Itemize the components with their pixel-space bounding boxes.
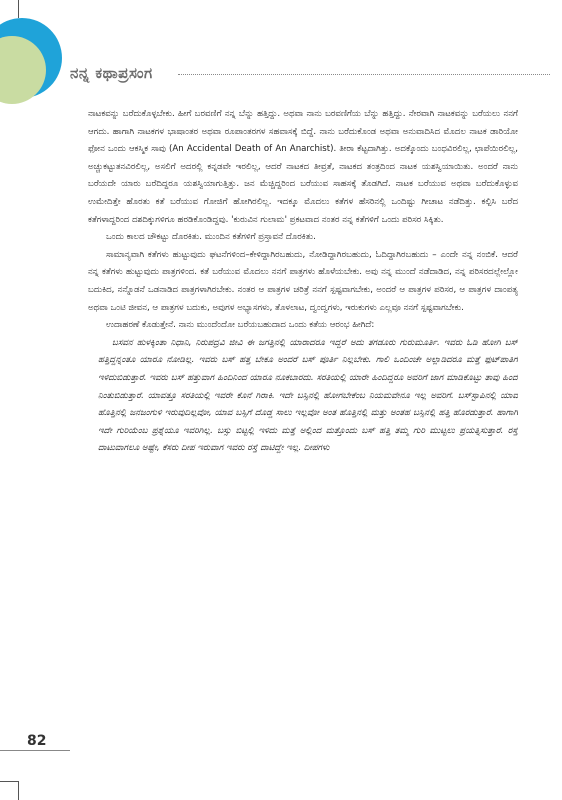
body-paragraph: ನಾಟಕವನ್ನು ಬರೆದುಕೊಳ್ಳಬೇಕು. ಹೀಗೆ ಬರವಣಿಗೆ ನನ್ನ ಬೆನ್ನು ಹತ್ತಿದ್ದು. ಅಥವಾ ನಾನು ಬರವಣಿಗೆಯ ಬೆನ್ನು ಹತ್ತಿದ್ದು. ನೇರವಾಗಿ ನಾಟಕವನ್ನು ಬರೆಯಲು ನನಗೆ ಆಗದು. ಹಾಗಾಗಿ ನಾಟಕಗಳ ಭಾಷಾಂತರ ಅಥವಾ ರೂಪಾಂತರಗಳ ಸಹವಾಸಕ್ಕೆ ಬಿದ್ದೆ. ನಾನು ಬರೆದುಕೊಂಡ ಅಥವಾ ಅನುವಾದಿಸಿದ ಮೊದಲ ನಾಟಕ ಡಾರಿಯೋ ಫೋನ ಒಂದು ಆಕಸ್ಮಿಕ ಸಾವು (An Accidental Death of An Anarchist). ತೀರಾ ಕೆಟ್ಟದಾಗಿತ್ತು. ಅದಕ್ಕೊಂದು ಬಂಧವಿರಲಿಲ್ಲ, ಛಾಪೆಯಿರಲಿಲ್ಲ, ಅಚ್ಚುಕಟ್ಟುತನವಿರಲಿಲ್ಲ, ಅಸಲಿಗೆ ಅದರಲ್ಲಿ ಕನ್ನಡವೇ ಇರಲಿಲ್ಲ, ಆದರೆ ನಾಟಕದ ತೀವ್ರತೆ, ನಾಟಕದ ತಂತ್ರದಿಂದ ನಾಟಕ ಯಶಸ್ವಿಯಾಯಿತು. ಅಂದರೆ ನಾನು ಬರೆಯದೇ ಯಾರು ಬರೆದಿದ್ದರೂ ಯಶಸ್ವಿಯಾಗುತ್ತಿತ್ತು. ಜನ ಮೆಚ್ಚಿದ್ದರಿಂದ ಬರೆಯುವ ಸಾಹಸಕ್ಕೆ ತೊಡಗಿದೆ. ನಾಟಕ ಬರೆಯುವ ಅಥವಾ ಬರೆದುಕೊಳ್ಳುವ ಉಮೇದಿತ್ತೇ ಹೊರತು ಕತೆ ಬರೆಯುವ ಗೋಜಿಗೆ ಹೋಗಿರಲಿಲ್ಲ. ಇದಕ್ಕೂ ಮೊದಲು ಕತೆಗಳ ಹೆಸರಿನಲ್ಲಿ ಒಂದಿಷ್ಟು ಗೀಚಾಟ ನಡೆದಿತ್ತು. ಕಲ್ಪಿಸಿ ಬರೆದ ಕತೆಗಳಾದ್ದರಿಂದ ದಶದಿಕ್ಕುಗಳಿಗೂ ಹರಡಿಕೊಂಡಿದ್ದವು. 'ಕುರುವಿನ ಗುಲಾಮ' ಪ್ರಕಟವಾದ ನಂತರ ನನ್ನ ಕತೆಗಳಿಗೆ ಒಂದು ಪರಿಸರ ಸಿಕ್ಕಿತು. [88, 109, 518, 225]
page-body [88, 106, 518, 741]
footer-rule [0, 750, 70, 751]
crop-mark-top-left [0, 0, 19, 18]
body-paragraph: ಒಂದು ಕಾಲದ ಚೌಕಟ್ಟು ದೊರಕಿತು. ಮುಂದಿನ ಕತೆಗಳಿಗೆ ಪ್ರಸ್ತಾವನೆ ದೊರಕಿತು. [106, 232, 316, 243]
header-dotted-rule [178, 74, 550, 75]
crop-mark-bottom-left [0, 781, 19, 800]
story-excerpt-quote: ಬಸವನ ಹುಳಕ್ಕಿಂತಾ ನಿಧಾನಿ, ನಿರುಪದ್ರವಿ ಜೀವಿ ಈ ಜಗತ್ತಿನಲ್ಲಿ ಯಾರಾದರೂ ಇದ್ದರೆ ಅದು ತಗಡೂರು ಗುರುಮೂರ್ತಿ. ಇವರು ಓಡಿ ಹೋಗಿ ಬಸ್ ಹತ್ತಿದ್ದನ್ನಂತೂ ಯಾರೂ ನೋಡಿಲ್ಲ. ಇವರು ಬಸ್ ಹತ್ತ ಬೇಕೂ ಅಂದರೆ ಬಸ್ ಪೂರ್ತಿ ನಿಲ್ಲಬೇಕು. ಗಾಲಿ ಒಂದಿಂಚೇ ಅಲ್ಲಾಡಿದರೂ ಮತ್ತೆ ಫುಟ್‌ಪಾತಿಗೆ ಇಳಿದುಬಿಡುತ್ತಾರೆ. ಇವರು ಬಸ್ ಹತ್ತುವಾಗ ಹಿಂದಿನಿಂದ ಯಾರೂ ನೂಕಬಾರದು. ಸರತಿಯಲ್ಲಿ ಯಾರೇ ಹಿಂದಿದ್ದರೂ ಅವರಿಗೆ ಜಾಗ ಮಾಡಿಕೊಟ್ಟು ತಾವು ಹಿಂದೆ ನಿಂತುಬಿಡುತ್ತಾರೆ. ಯಾವತ್ತೂ ಸರತಿಯಲ್ಲಿ ಇವರೇ ಕೊನೆ ಗಿರಾಕಿ. ಇದೇ ಬಸ್ಸಿನಲ್ಲಿ ಹೋಗಬೇಕೆಂಬ ನಿಯಮವೇನೂ ಇಲ್ಲ ಅವರಿಗೆ. ಬಸ್‌ಸ್ಟಾಪಿನಲ್ಲಿ ಯಾವ ಹೊತ್ತಿನಲ್ಲಿ ಜನಜಂಗುಳಿ ಇರುವುದಿಲ್ಲವೋ, ಯಾವ ಬಸ್ಸಿಗೆ ದೊಡ್ಡ ಸಾಲು ಇಲ್ಲವೋ ಅಂತ ಹೊತ್ತಿನಲ್ಲಿ ಮತ್ತು ಅಂತಹ ಬಸ್ಸಿನಲ್ಲಿ ಹತ್ತಿ ಹೊರಡುತ್ತಾರೆ. ಹಾಗಾಗಿ ಇದೇ ಗುರಿಯೆಂಬ ಪ್ರಶ್ನೆಯೂ ಇವರಿಗಿಲ್ಲ. ಬಸ್ಸು ಬಿಟ್ಟಲ್ಲಿ ಇಳಿದು ಮತ್ತೆ ಅಲ್ಲಿಂದ ಮತ್ತೊಂದು ಬಸ್ ಹತ್ತಿ ತಮ್ಮ ಗುರಿ ಮುಟ್ಟಲು ಪ್ರಯತ್ನಿಸುತ್ತಾರೆ. ರಸ್ತೆ ದಾಟುವಾಗಲೂ ಅಷ್ಟೇ, ಕೆಸರು ದೀಪ ಇರುವಾಗ ಇವರು ರಸ್ತೆ ದಾಟಿದ್ದೇ ಇಲ್ಲ. ದೀಪಗಳು [98, 337, 518, 454]
body-paragraph: ಸಾಮಾನ್ಯವಾಗಿ ಕತೆಗಳು ಹುಟ್ಟುವುದು ಘಟನೆಗಳಿಂದ–ಕೇಳಿದ್ದಾಗಿರಬಹುದು, ನೋಡಿದ್ದಾಗಿರಬಹುದು, ಓದಿದ್ದಾಗಿರಬಹುದು – ಎಂದೇ ನನ್ನ ನಂಬಿಕೆ. ಆದರೆ ನನ್ನ ಕತೆಗಳು ಹುಟ್ಟುವುದು ಪಾತ್ರಗಳಿಂದ. ಕತೆ ಬರೆಯುವ ಮೊದಲು ನನಗೆ ಪಾತ್ರಗಳು ಹೊಳೆಯಬೇಕು. ಅವು ನನ್ನ ಮುಂದೆ ನಡೆದಾಡಿದ, ನನ್ನ ಪರಿಸರದಲ್ಲೇಲ್ಲೋ ಬದುಕಿದ, ನನ್ನೊಡನೆ ಒಡನಾಡಿದ ಪಾತ್ರಗಳಾಗಿರಬೇಕು. ನಂತರ ಆ ಪಾತ್ರಗಳ ಚರಿತ್ರೆ ನನಗೆ ಸ್ಪಷ್ಟವಾಗಬೇಕು, ಅಂದರೆ ಆ ಪಾತ್ರಗಳ ಪರಿಸರ, ಆ ಪಾತ್ರಗಳ ದಾಂಪತ್ಯ ಅಥವಾ ಒಂಟಿ ಜೀವನ, ಆ ಪಾತ್ರಗಳ ಬದುಕು, ಅವುಗಳ ಅಭ್ಯಾಸಗಳು, ತೊಳಲಾಟ, ದ್ವಂದ್ವಗಳು, ಇರುಕುಗಳು ಎಲ್ಲವೂ ನನಗೆ ಸ್ಪಷ್ಟವಾಗಬೇಕು. [88, 249, 518, 313]
body-paragraph: ಉದಾಹರಣೆ ಕೊಡುತ್ತೇನೆ. ನಾನು ಮುಂದೆಂದೋ ಬರೆಯಬಹುದಾದ ಒಂದು ಕತೆಯ ಆರಂಭ ಹೀಗಿದೆ: [106, 320, 375, 331]
running-header-title: ನನ್ನ ಕಥಾಪ್ರಸಂಗ [70, 64, 153, 82]
page-number: 82 [27, 733, 47, 749]
